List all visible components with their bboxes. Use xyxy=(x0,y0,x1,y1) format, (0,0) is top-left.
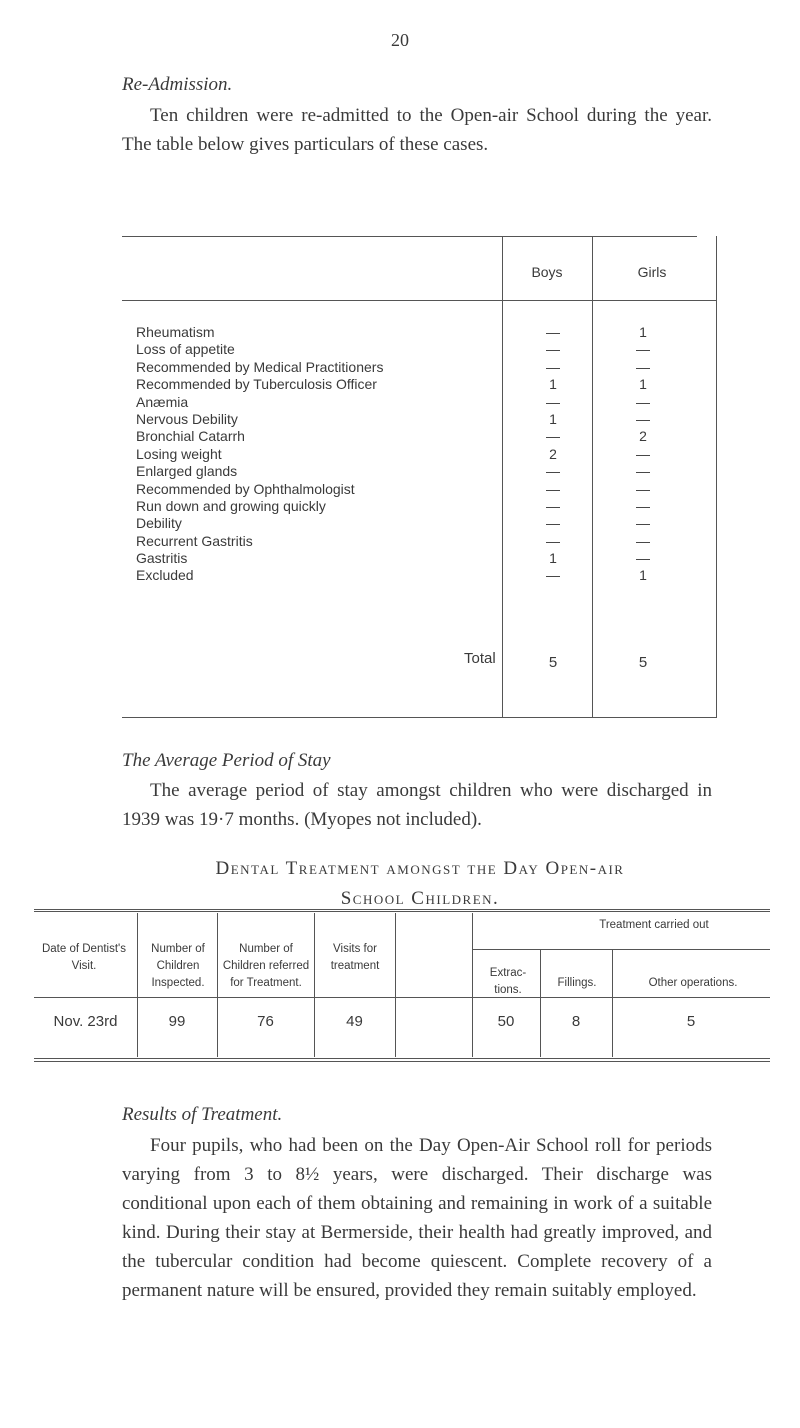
table-column-line xyxy=(540,950,541,1057)
header-fillings: Fillings. xyxy=(557,977,597,989)
row-label: Recommended by Medical Practitioners xyxy=(136,358,384,375)
page-number: 20 xyxy=(391,30,409,50)
average-stay-heading: The Average Period of Stay xyxy=(122,750,331,771)
row-label: Recommended by Tuberculosis Officer xyxy=(136,376,377,393)
readmission-table xyxy=(122,236,722,718)
table-rule xyxy=(34,1061,770,1062)
row-boys: — xyxy=(546,341,560,358)
table-rule xyxy=(34,909,770,910)
row-girls: — xyxy=(636,341,650,358)
header-treatment: Treatment carried out xyxy=(599,919,709,931)
row-label: Recurrent Gastritis xyxy=(136,532,253,549)
row-boys: 1 xyxy=(549,410,557,427)
row-boys: — xyxy=(546,532,560,549)
table-column-line xyxy=(217,913,218,1057)
row-girls: — xyxy=(636,497,650,514)
row-label: Run down and growing quickly xyxy=(136,497,326,514)
row-girls: 1 xyxy=(639,324,647,340)
cell-referred: 76 xyxy=(257,1013,274,1030)
cell-inspected: 99 xyxy=(168,1013,186,1030)
row-boys: — xyxy=(546,393,560,410)
row-label: Debility xyxy=(136,515,182,532)
total-girls: 5 xyxy=(638,654,648,671)
row-label: Enlarged glands xyxy=(136,463,238,480)
table-column-line xyxy=(592,236,593,718)
dental-heading-line-1: Dental Treatment amongst the Day Open-air xyxy=(215,858,625,879)
table-rule xyxy=(122,300,717,301)
table-rule xyxy=(34,997,770,998)
row-girls: — xyxy=(636,463,650,480)
table-column-line xyxy=(472,913,473,1057)
row-girls: — xyxy=(636,532,650,549)
cell-other: 5 xyxy=(686,1013,696,1030)
table-rule xyxy=(122,717,717,718)
row-girls: 2 xyxy=(639,428,647,445)
header-inspected: Number of Children Inspected. xyxy=(151,943,205,989)
readmission-heading: Re-Admission. xyxy=(122,74,233,95)
row-label: Rheumatism xyxy=(136,324,215,340)
row-girls: — xyxy=(636,480,650,497)
row-boys: — xyxy=(546,463,560,480)
header-date: Date of Dentist's Visit. xyxy=(41,943,126,972)
row-label: Recommended by Ophthalmologist xyxy=(136,480,355,497)
row-girls: 1 xyxy=(639,376,647,393)
header-other: Other operations. xyxy=(648,977,738,989)
row-girls: — xyxy=(636,515,650,532)
average-stay-text: The average period of stay amongst children who were discharged in 1939 was 19·7 months. (Myopes not included). xyxy=(122,780,712,830)
header-visits: Visits for treatment xyxy=(330,943,380,972)
column-header-girls: Girls xyxy=(637,264,667,280)
row-label: Loss of appetite xyxy=(136,341,235,358)
row-boys: — xyxy=(546,567,560,584)
table-column-line xyxy=(502,236,503,718)
row-label: Nervous Debility xyxy=(136,410,238,427)
readmission-text: Ten children were re-admitted to the Open-air School during the year. The table below gives particulars of these cases. xyxy=(122,105,712,155)
table-rule xyxy=(34,1058,770,1059)
row-girls: — xyxy=(636,410,650,427)
dental-heading xyxy=(90,854,750,914)
table-column-line xyxy=(314,913,315,1057)
cell-date: Nov. 23rd xyxy=(53,1013,118,1030)
column-header-boys: Boys xyxy=(531,264,563,280)
row-boys: 1 xyxy=(549,376,557,393)
dental-table xyxy=(34,909,770,1063)
row-label: Gastritis xyxy=(136,550,188,567)
total-label: Total xyxy=(464,650,496,667)
row-boys: — xyxy=(546,497,560,514)
row-girls: 1 xyxy=(639,567,647,584)
table-rule xyxy=(34,911,770,912)
table-rule xyxy=(472,949,770,950)
row-label: Excluded xyxy=(136,567,194,584)
cell-fillings: 8 xyxy=(571,1013,581,1030)
row-boys: — xyxy=(546,515,560,532)
results-heading: Results of Treatment. xyxy=(122,1104,283,1125)
row-boys: — xyxy=(546,428,560,445)
total-boys: 5 xyxy=(548,654,558,671)
table-rule xyxy=(122,236,697,237)
table-column-line xyxy=(395,913,396,1057)
header-referred: Number of Children referred for Treatment. xyxy=(222,943,310,989)
row-boys: 2 xyxy=(549,445,557,462)
row-boys: 1 xyxy=(549,550,557,567)
cell-visits: 49 xyxy=(346,1013,363,1030)
row-girls: — xyxy=(636,550,650,567)
dental-heading-line-2: School Children. xyxy=(340,888,500,909)
row-boys: — xyxy=(546,324,560,340)
row-label: Losing weight xyxy=(136,445,222,462)
table-column-line xyxy=(612,950,613,1057)
row-boys: — xyxy=(546,480,560,497)
cell-extractions: 50 xyxy=(497,1013,515,1030)
results-text: Four pupils, who had been on the Day Open-Air School roll for periods varying from 3 to 8½ years, were discharged. Their discharge was conditional upon each of them obtaining and remaining in work of a suitable kind. During their stay at Bermerside, their health had greatly improved, and the tubercular condition had become quiescent. Complete recovery of a permanent nature will be ensured, provided they remain suitably employed. xyxy=(122,1135,712,1301)
row-girls: — xyxy=(636,358,650,375)
row-label: Anæmia xyxy=(136,393,189,410)
row-girls: — xyxy=(636,445,650,462)
header-extractions: Extrac- tions. xyxy=(489,967,527,996)
row-girls: — xyxy=(636,393,650,410)
table-column-line xyxy=(716,236,717,718)
table-column-line xyxy=(137,913,138,1057)
row-label: Bronchial Catarrh xyxy=(136,428,245,445)
row-boys: — xyxy=(546,358,560,375)
